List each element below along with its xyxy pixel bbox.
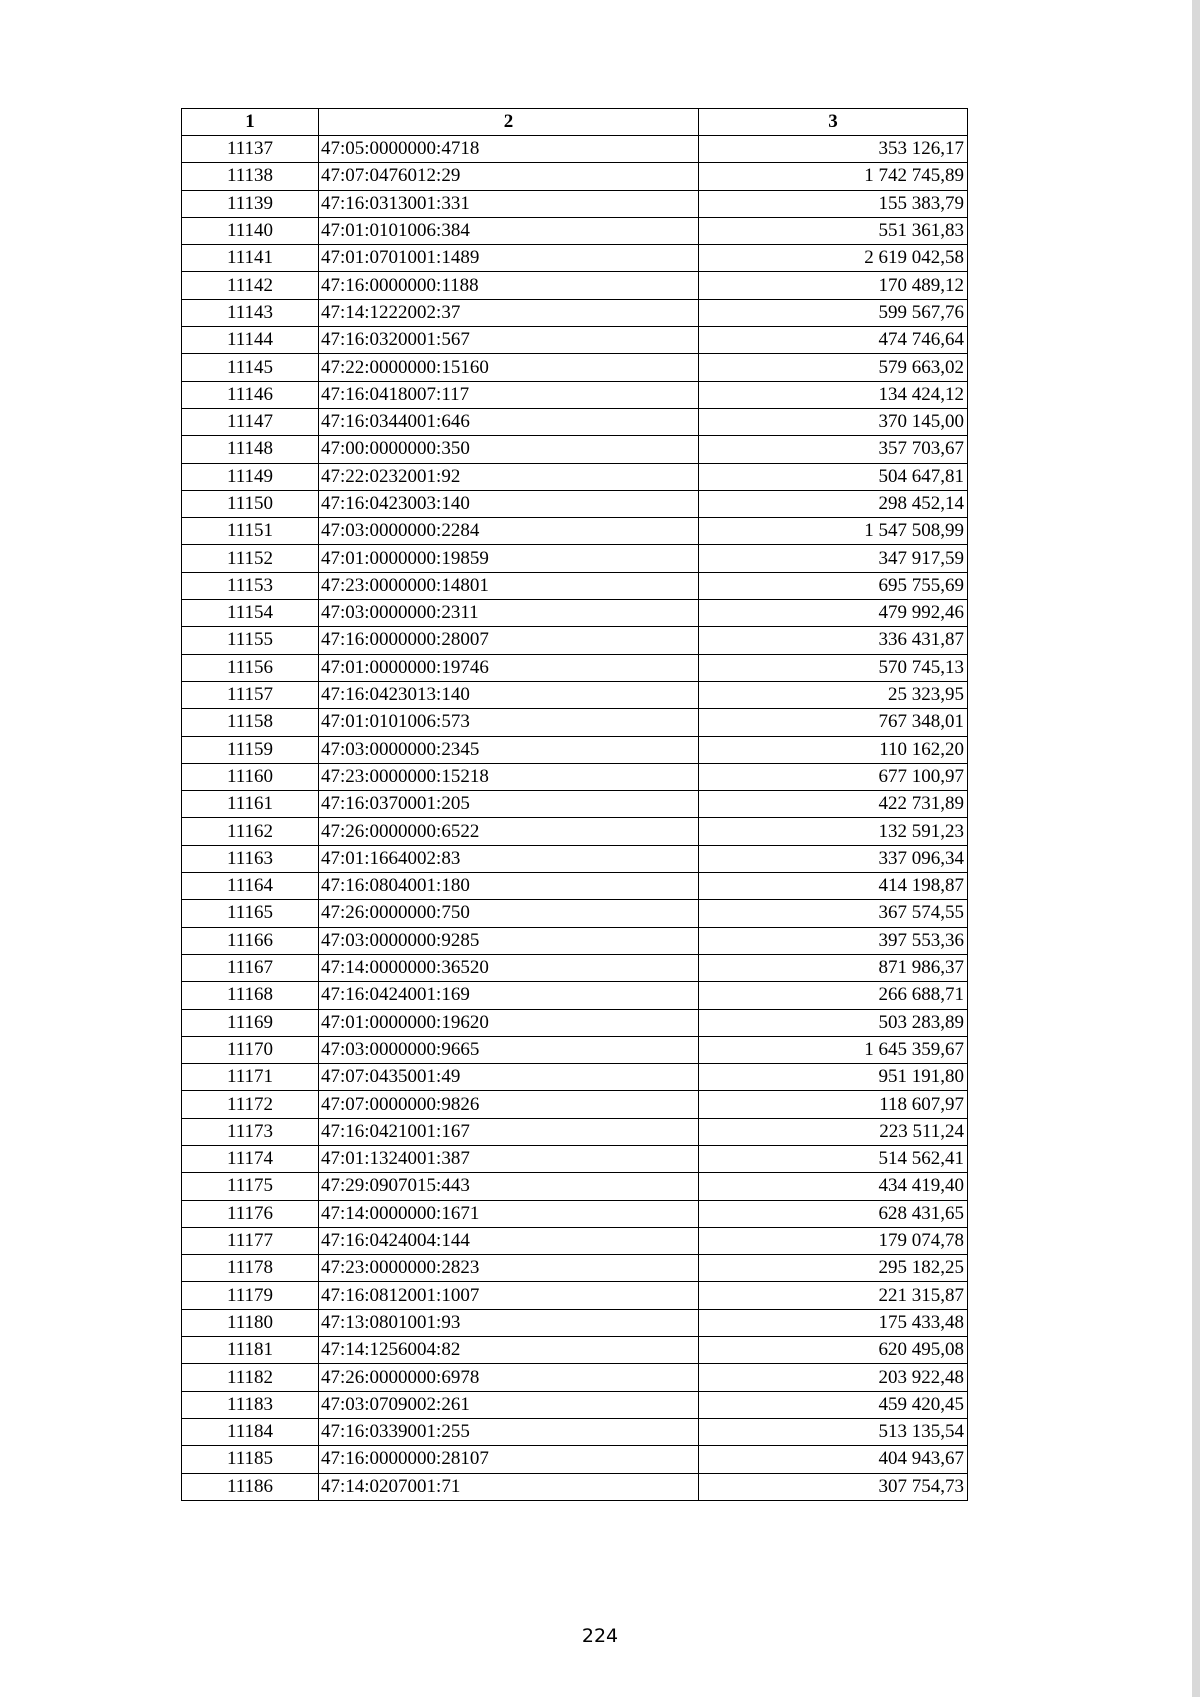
cadastral-number-cell: 47:00:0000000:350 — [319, 436, 699, 463]
value-cell: 353 126,17 — [699, 136, 968, 163]
cadastral-number-cell: 47:16:0339001:255 — [319, 1418, 699, 1445]
value-cell: 25 323,95 — [699, 681, 968, 708]
row-number-cell: 11141 — [182, 245, 319, 272]
value-cell: 504 647,81 — [699, 463, 968, 490]
table-row — [182, 463, 968, 490]
value-cell: 170 489,12 — [699, 272, 968, 299]
table-row — [182, 954, 968, 981]
value-cell: 677 100,97 — [699, 763, 968, 790]
value-cell: 337 096,34 — [699, 845, 968, 872]
cadastral-number-cell: 47:07:0000000:9826 — [319, 1091, 699, 1118]
cadastral-number-cell: 47:23:0000000:2823 — [319, 1255, 699, 1282]
value-cell: 367 574,55 — [699, 900, 968, 927]
value-cell: 175 433,48 — [699, 1309, 968, 1336]
value-cell: 570 745,13 — [699, 654, 968, 681]
row-number-cell: 11170 — [182, 1036, 319, 1063]
row-number-cell: 11146 — [182, 381, 319, 408]
table-row — [182, 572, 968, 599]
value-cell: 599 567,76 — [699, 299, 968, 326]
cadastral-number-cell: 47:03:0000000:9285 — [319, 927, 699, 954]
table-row — [182, 190, 968, 217]
table-row — [182, 1364, 968, 1391]
row-number-cell: 11169 — [182, 1009, 319, 1036]
value-cell: 1 547 508,99 — [699, 518, 968, 545]
value-cell: 1 742 745,89 — [699, 163, 968, 190]
table-row — [182, 927, 968, 954]
table-row — [182, 1446, 968, 1473]
row-number-cell: 11142 — [182, 272, 319, 299]
cadastral-number-cell: 47:16:0000000:28007 — [319, 627, 699, 654]
row-number-cell: 11161 — [182, 791, 319, 818]
table-row — [182, 381, 968, 408]
value-cell: 357 703,67 — [699, 436, 968, 463]
cadastral-number-cell: 47:05:0000000:4718 — [319, 136, 699, 163]
cadastral-number-cell: 47:14:0000000:36520 — [319, 954, 699, 981]
table-row — [182, 245, 968, 272]
value-cell: 579 663,02 — [699, 354, 968, 381]
table-row — [182, 763, 968, 790]
row-number-cell: 11182 — [182, 1364, 319, 1391]
row-number-cell: 11156 — [182, 654, 319, 681]
table-row — [182, 709, 968, 736]
value-cell: 266 688,71 — [699, 982, 968, 1009]
cadastral-number-cell: 47:01:0701001:1489 — [319, 245, 699, 272]
cadastral-number-cell: 47:01:1324001:387 — [319, 1145, 699, 1172]
table-row — [182, 1173, 968, 1200]
table-row — [182, 1337, 968, 1364]
table-row — [182, 681, 968, 708]
value-cell: 347 917,59 — [699, 545, 968, 572]
row-number-cell: 11167 — [182, 954, 319, 981]
row-number-cell: 11144 — [182, 327, 319, 354]
cadastral-number-cell: 47:26:0000000:6978 — [319, 1364, 699, 1391]
value-cell: 871 986,37 — [699, 954, 968, 981]
cadastral-number-cell: 47:16:0000000:28107 — [319, 1446, 699, 1473]
cadastral-number-cell: 47:16:0000000:1188 — [319, 272, 699, 299]
page-edge-shadow — [1192, 0, 1200, 1697]
value-cell: 951 191,80 — [699, 1064, 968, 1091]
row-number-cell: 11147 — [182, 408, 319, 435]
cadastral-number-cell: 47:16:0424001:169 — [319, 982, 699, 1009]
table-row — [182, 1145, 968, 1172]
table-row — [182, 518, 968, 545]
table-row — [182, 1255, 968, 1282]
row-number-cell: 11183 — [182, 1391, 319, 1418]
cadastral-number-cell: 47:01:0101006:384 — [319, 217, 699, 244]
cadastral-number-cell: 47:14:1222002:37 — [319, 299, 699, 326]
table-row — [182, 299, 968, 326]
table-row — [182, 136, 968, 163]
value-cell: 695 755,69 — [699, 572, 968, 599]
table-row — [182, 1091, 968, 1118]
cadastral-number-cell: 47:07:0435001:49 — [319, 1064, 699, 1091]
value-cell: 307 754,73 — [699, 1473, 968, 1500]
value-cell: 459 420,45 — [699, 1391, 968, 1418]
row-number-cell: 11149 — [182, 463, 319, 490]
cadastral-number-cell: 47:16:0421001:167 — [319, 1118, 699, 1145]
row-number-cell: 11184 — [182, 1418, 319, 1445]
value-cell: 434 419,40 — [699, 1173, 968, 1200]
table-row — [182, 545, 968, 572]
row-number-cell: 11171 — [182, 1064, 319, 1091]
row-number-cell: 11143 — [182, 299, 319, 326]
value-cell: 474 746,64 — [699, 327, 968, 354]
table-row — [182, 736, 968, 763]
cadastral-number-cell: 47:16:0370001:205 — [319, 791, 699, 818]
value-cell: 336 431,87 — [699, 627, 968, 654]
table-row — [182, 1309, 968, 1336]
table-row — [182, 408, 968, 435]
table-row — [182, 272, 968, 299]
row-number-cell: 11160 — [182, 763, 319, 790]
table-row — [182, 1200, 968, 1227]
value-cell: 370 145,00 — [699, 408, 968, 435]
cadastral-number-cell: 47:16:0812001:1007 — [319, 1282, 699, 1309]
row-number-cell: 11157 — [182, 681, 319, 708]
value-cell: 298 452,14 — [699, 490, 968, 517]
row-number-cell: 11159 — [182, 736, 319, 763]
table-row — [182, 845, 968, 872]
row-number-cell: 11177 — [182, 1227, 319, 1254]
table-row — [182, 1064, 968, 1091]
table-row — [182, 1418, 968, 1445]
table-row — [182, 873, 968, 900]
cadastral-number-cell: 47:14:0207001:71 — [319, 1473, 699, 1500]
row-number-cell: 11163 — [182, 845, 319, 872]
cadastral-number-cell: 47:01:0101006:573 — [319, 709, 699, 736]
value-cell: 767 348,01 — [699, 709, 968, 736]
row-number-cell: 11145 — [182, 354, 319, 381]
value-cell: 479 992,46 — [699, 600, 968, 627]
cadastral-number-cell: 47:07:0476012:29 — [319, 163, 699, 190]
value-cell: 203 922,48 — [699, 1364, 968, 1391]
cadastral-number-cell: 47:16:0423003:140 — [319, 490, 699, 517]
header-col-2: 2 — [319, 109, 699, 136]
cadastral-number-cell: 47:23:0000000:14801 — [319, 572, 699, 599]
table-row — [182, 1282, 968, 1309]
table-row — [182, 1391, 968, 1418]
row-number-cell: 11155 — [182, 627, 319, 654]
row-number-cell: 11176 — [182, 1200, 319, 1227]
cadastral-number-cell: 47:01:1664002:83 — [319, 845, 699, 872]
value-cell: 132 591,23 — [699, 818, 968, 845]
header-row — [182, 109, 968, 136]
cadastral-number-cell: 47:16:0313001:331 — [319, 190, 699, 217]
cadastral-number-cell: 47:03:0000000:2284 — [319, 518, 699, 545]
value-cell: 551 361,83 — [699, 217, 968, 244]
cadastral-number-cell: 47:29:0907015:443 — [319, 1173, 699, 1200]
row-number-cell: 11137 — [182, 136, 319, 163]
value-cell: 514 562,41 — [699, 1145, 968, 1172]
row-number-cell: 11151 — [182, 518, 319, 545]
value-cell: 223 511,24 — [699, 1118, 968, 1145]
table-row — [182, 818, 968, 845]
value-cell: 179 074,78 — [699, 1227, 968, 1254]
row-number-cell: 11138 — [182, 163, 319, 190]
cadastral-number-cell: 47:13:0801001:93 — [319, 1309, 699, 1336]
table-row — [182, 217, 968, 244]
row-number-cell: 11150 — [182, 490, 319, 517]
row-number-cell: 11180 — [182, 1309, 319, 1336]
row-number-cell: 11162 — [182, 818, 319, 845]
page-number: 224 — [581, 1625, 619, 1647]
cadastral-number-cell: 47:01:0000000:19746 — [319, 654, 699, 681]
table-row — [182, 1473, 968, 1500]
cadastral-number-cell: 47:14:0000000:1671 — [319, 1200, 699, 1227]
table-row — [182, 163, 968, 190]
row-number-cell: 11186 — [182, 1473, 319, 1500]
row-number-cell: 11153 — [182, 572, 319, 599]
cadastral-number-cell: 47:16:0804001:180 — [319, 873, 699, 900]
row-number-cell: 11139 — [182, 190, 319, 217]
value-cell: 134 424,12 — [699, 381, 968, 408]
table-row — [182, 654, 968, 681]
row-number-cell: 11185 — [182, 1446, 319, 1473]
row-number-cell: 11158 — [182, 709, 319, 736]
cadastral-number-cell: 47:01:0000000:19859 — [319, 545, 699, 572]
cadastral-number-cell: 47:26:0000000:6522 — [319, 818, 699, 845]
header-col-3: 3 — [699, 109, 968, 136]
value-cell: 1 645 359,67 — [699, 1036, 968, 1063]
cadastral-number-cell: 47:23:0000000:15218 — [319, 763, 699, 790]
row-number-cell: 11178 — [182, 1255, 319, 1282]
table-row — [182, 1227, 968, 1254]
value-cell: 118 607,97 — [699, 1091, 968, 1118]
value-cell: 295 182,25 — [699, 1255, 968, 1282]
row-number-cell: 11168 — [182, 982, 319, 1009]
cadastral-table — [181, 108, 968, 1501]
row-number-cell: 11164 — [182, 873, 319, 900]
table-row — [182, 327, 968, 354]
table-row — [182, 627, 968, 654]
table-row — [182, 982, 968, 1009]
table-row — [182, 436, 968, 463]
cadastral-number-cell: 47:03:0709002:261 — [319, 1391, 699, 1418]
value-cell: 414 198,87 — [699, 873, 968, 900]
header-col-1: 1 — [182, 109, 319, 136]
row-number-cell: 11179 — [182, 1282, 319, 1309]
cadastral-number-cell: 47:16:0424004:144 — [319, 1227, 699, 1254]
table-row — [182, 600, 968, 627]
cadastral-number-cell: 47:16:0344001:646 — [319, 408, 699, 435]
document-table-container — [181, 108, 967, 1501]
value-cell: 397 553,36 — [699, 927, 968, 954]
row-number-cell: 11174 — [182, 1145, 319, 1172]
table-row — [182, 1036, 968, 1063]
value-cell: 155 383,79 — [699, 190, 968, 217]
value-cell: 513 135,54 — [699, 1418, 968, 1445]
value-cell: 110 162,20 — [699, 736, 968, 763]
table-row — [182, 354, 968, 381]
row-number-cell: 11173 — [182, 1118, 319, 1145]
cadastral-number-cell: 47:03:0000000:9665 — [319, 1036, 699, 1063]
row-number-cell: 11165 — [182, 900, 319, 927]
cadastral-number-cell: 47:01:0000000:19620 — [319, 1009, 699, 1036]
table-header — [182, 109, 968, 136]
cadastral-number-cell: 47:16:0418007:117 — [319, 381, 699, 408]
row-number-cell: 11152 — [182, 545, 319, 572]
table-row — [182, 791, 968, 818]
value-cell: 422 731,89 — [699, 791, 968, 818]
value-cell: 628 431,65 — [699, 1200, 968, 1227]
value-cell: 620 495,08 — [699, 1337, 968, 1364]
value-cell: 503 283,89 — [699, 1009, 968, 1036]
cadastral-number-cell: 47:03:0000000:2345 — [319, 736, 699, 763]
table-row — [182, 1118, 968, 1145]
cadastral-number-cell: 47:03:0000000:2311 — [319, 600, 699, 627]
table-row — [182, 1009, 968, 1036]
value-cell: 404 943,67 — [699, 1446, 968, 1473]
table-row — [182, 490, 968, 517]
value-cell: 221 315,87 — [699, 1282, 968, 1309]
row-number-cell: 11148 — [182, 436, 319, 463]
row-number-cell: 11166 — [182, 927, 319, 954]
row-number-cell: 11154 — [182, 600, 319, 627]
row-number-cell: 11181 — [182, 1337, 319, 1364]
table-body — [182, 136, 968, 1501]
value-cell: 2 619 042,58 — [699, 245, 968, 272]
table-row — [182, 900, 968, 927]
row-number-cell: 11140 — [182, 217, 319, 244]
row-number-cell: 11172 — [182, 1091, 319, 1118]
cadastral-number-cell: 47:22:0232001:92 — [319, 463, 699, 490]
cadastral-number-cell: 47:26:0000000:750 — [319, 900, 699, 927]
cadastral-number-cell: 47:22:0000000:15160 — [319, 354, 699, 381]
cadastral-number-cell: 47:16:0320001:567 — [319, 327, 699, 354]
row-number-cell: 11175 — [182, 1173, 319, 1200]
cadastral-number-cell: 47:16:0423013:140 — [319, 681, 699, 708]
cadastral-number-cell: 47:14:1256004:82 — [319, 1337, 699, 1364]
